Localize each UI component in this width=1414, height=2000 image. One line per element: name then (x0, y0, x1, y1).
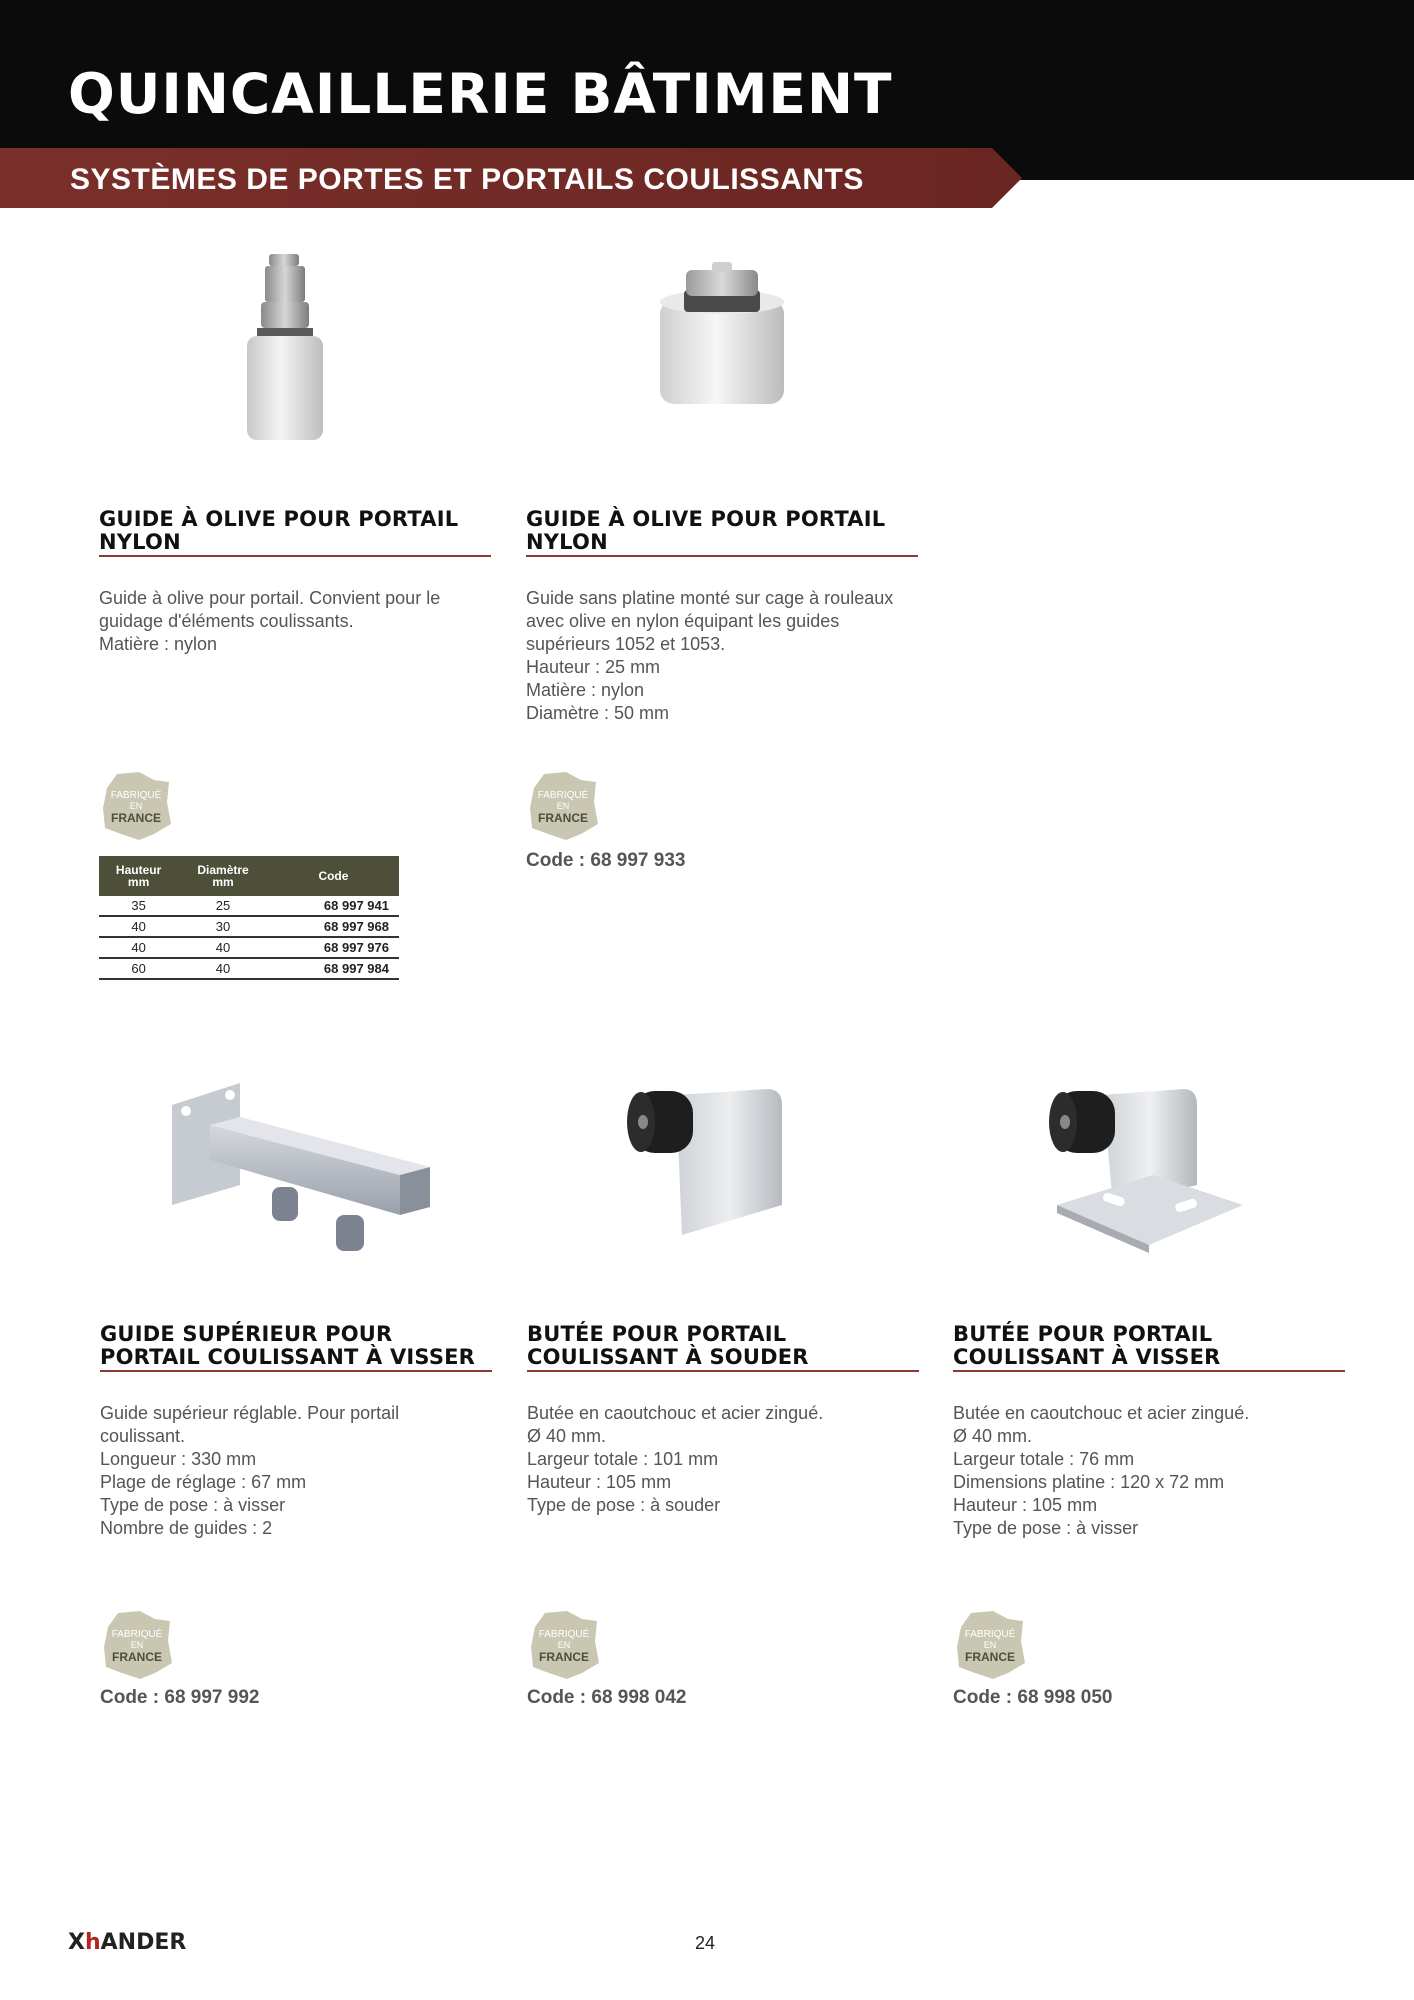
weld-stop-image (527, 1055, 919, 1265)
badge-text: FRANCE (965, 1650, 1015, 1664)
product-description (526, 587, 918, 725)
section-subtitle: SYSTÈMES DE PORTES ET PORTAILS COULISSANTS (70, 163, 864, 196)
product-code: Code : 68 998 050 (953, 1687, 1113, 1708)
table-row: 40 30 68 997 968 (99, 916, 399, 937)
product-title-line: GUIDE À OLIVE POUR PORTAIL (99, 507, 459, 531)
product-title-line: PORTAIL COULISSANT À VISSER (100, 1345, 476, 1369)
badge-text: EN (983, 1640, 997, 1650)
title-underline (526, 555, 918, 557)
desc-line: coulissant. (100, 1426, 186, 1446)
badge-text: EN (130, 1640, 144, 1650)
product-title-line: NYLON (99, 530, 181, 554)
product-title-line: COULISSANT À VISSER (953, 1345, 1221, 1369)
desc-line: Type de pose : à visser (100, 1495, 286, 1515)
desc-line: Largeur totale : 76 mm (953, 1449, 1135, 1469)
product-title-line: GUIDE À OLIVE POUR PORTAIL (526, 507, 886, 531)
made-in-france-badge (526, 772, 601, 842)
desc-line: Type de pose : à souder (527, 1495, 721, 1515)
table-header: Code (268, 856, 399, 896)
screw-stop-image (953, 1055, 1345, 1265)
made-in-france-badge (527, 1611, 602, 1681)
desc-line: Butée en caoutchouc et acier zingué. (527, 1403, 824, 1423)
product-description (953, 1402, 1345, 1540)
badge-text: FRANCE (539, 1650, 589, 1664)
product-title-line: GUIDE SUPÉRIEUR POUR (100, 1322, 393, 1346)
product-code: Code : 68 998 042 (527, 1687, 687, 1708)
table-row: 60 40 68 997 984 (99, 958, 399, 979)
table-row: 40 40 68 997 976 (99, 937, 399, 958)
olive-guide-image (99, 240, 491, 450)
product-title-line: BUTÉE POUR PORTAIL (527, 1322, 787, 1346)
made-in-france-badge (100, 1611, 175, 1681)
desc-line: Hauteur : 105 mm (953, 1495, 1098, 1515)
title-underline (953, 1370, 1345, 1372)
table-header: Diamètre mm (178, 856, 268, 896)
olive-guide-cage-image (526, 240, 918, 450)
product-description (100, 1402, 492, 1540)
logo-part: h (84, 1930, 101, 1955)
desc-line: Ø 40 mm. (953, 1426, 1033, 1446)
table-header: Hauteur mm (99, 856, 178, 896)
badge-text: FRANCE (112, 1650, 162, 1664)
badge-text: FABRIQUÉ (111, 1629, 163, 1640)
product-card (100, 1055, 492, 1715)
desc-line: Longueur : 330 mm (100, 1449, 257, 1469)
product-description (99, 587, 491, 656)
badge-text: FABRIQUÉ (110, 790, 162, 801)
desc-line: Nombre de guides : 2 (100, 1518, 273, 1538)
badge-text: FRANCE (111, 811, 161, 825)
desc-line: supérieurs 1052 et 1053. (526, 634, 726, 654)
badge-text: EN (556, 801, 570, 811)
desc-line: Matière : nylon (526, 680, 645, 700)
product-code: Code : 68 997 992 (100, 1687, 260, 1708)
desc-line: Hauteur : 25 mm (526, 657, 661, 677)
spec-table (99, 856, 399, 980)
desc-line: Ø 40 mm. (527, 1426, 607, 1446)
badge-text: FABRIQUÉ (964, 1629, 1016, 1640)
title-underline (99, 555, 491, 557)
product-description (527, 1402, 919, 1517)
desc-line: avec olive en nylon équipant les guides (526, 611, 840, 631)
desc-line: Matière : nylon (99, 634, 218, 654)
product-card (526, 240, 918, 880)
title-underline (100, 1370, 492, 1372)
desc-line: Diamètre : 50 mm (526, 703, 670, 723)
badge-text: FRANCE (538, 811, 588, 825)
badge-text: EN (557, 1640, 571, 1650)
brand-logo (68, 1930, 186, 1955)
product-card (953, 1055, 1345, 1715)
desc-line: Guide sans platine monté sur cage à rouleaux (526, 588, 894, 608)
page-number: 24 (695, 1933, 716, 1953)
top-guide-image (100, 1055, 492, 1265)
logo-part: X (68, 1930, 85, 1955)
desc-line: Butée en caoutchouc et acier zingué. (953, 1403, 1250, 1423)
product-code: Code : 68 997 933 (526, 850, 686, 871)
product-title-line: COULISSANT À SOUDER (527, 1345, 809, 1369)
table-row: 35 25 68 997 941 (99, 896, 399, 916)
desc-line: Dimensions platine : 120 x 72 mm (953, 1472, 1225, 1492)
desc-line: Type de pose : à visser (953, 1518, 1139, 1538)
page-title: QUINCAILLERIE BÂTIMENT (68, 62, 893, 126)
desc-line: Hauteur : 105 mm (527, 1472, 672, 1492)
title-underline (527, 1370, 919, 1372)
desc-line: Guide supérieur réglable. Pour portail (100, 1403, 400, 1423)
badge-text: FABRIQUÉ (537, 790, 589, 801)
made-in-france-badge (953, 1611, 1028, 1681)
product-title-line: BUTÉE POUR PORTAIL (953, 1322, 1213, 1346)
product-card (527, 1055, 919, 1715)
logo-part: ANDER (100, 1930, 187, 1955)
desc-line: Largeur totale : 101 mm (527, 1449, 719, 1469)
desc-line: Plage de réglage : 67 mm (100, 1472, 307, 1492)
made-in-france-badge (99, 772, 174, 842)
product-title-line: NYLON (526, 530, 608, 554)
badge-text: FABRIQUÉ (538, 1629, 590, 1640)
badge-text: EN (129, 801, 143, 811)
desc-line: Guide à olive pour portail. Convient pour le (99, 588, 441, 608)
desc-line: guidage d'éléments coulissants. (99, 611, 354, 631)
